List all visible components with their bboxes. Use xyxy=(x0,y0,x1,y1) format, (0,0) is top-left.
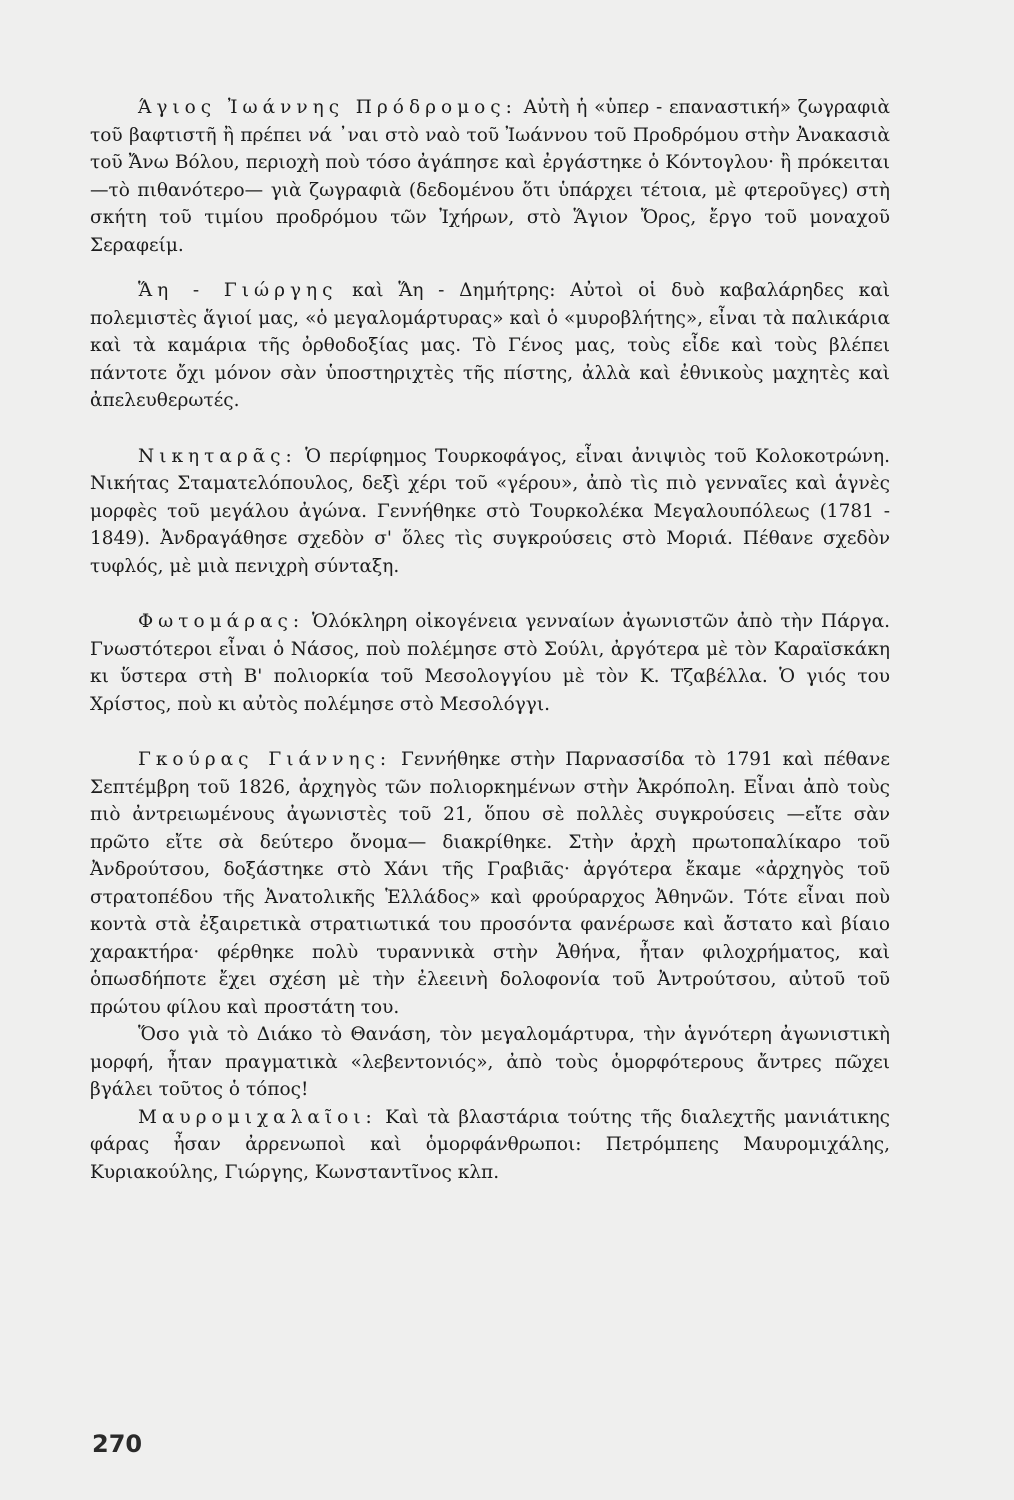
body-text xyxy=(90,94,890,1186)
entry-text: Γεννήθηκε στὴν Παρνασσίδα τὸ 1791 καὶ πέθανε Σεπτέμβρη τοῦ 1826, ἀρχηγὸς τῶν πολιορκημένων στὴν Ἀκρόπολη. Εἶναι ἀπὸ τοὺς πιὸ ἀντρειωμένους ἀγωνιστὲς τοῦ 21, ὅπου σὲ πολλὲς συγκρούσεις —εἴτε σὰν πρῶτο εἴτε σὰ δεύτερο ὄνομα— διακρίθηκε. Στὴν ἀρχὴ πρωτοπαλίκαρο τοῦ Ἀνδρούτσου, δοξάστηκε στὸ Χάνι τῆς Γραβιᾶς· ἀργότερα ἔκαμε «ἀρχηγὸς τοῦ στρατοπέδου τῆς Ἀνατολικῆς Ἑλλάδος» καὶ φρούραρχος Ἀθηνῶν. Τότε εἶναι ποὺ κοντὰ στὰ ἐξαιρετικὰ στρατιωτικά του προσόντα φανέρωσε καὶ ἄστατο καὶ βίαιο χαρακτήρα· φέρθηκε πολὺ τυραννικὰ στὴν Ἀθήνα, ἦταν φιλοχρήματος, καὶ ὁπωσδήποτε ἔχει σχέση μὲ τὴν ἐλεεινὴ δολοφονία τοῦ Ἀντρούτσου, αὐτοῦ τοῦ πρώτου φίλου καὶ προστάτη του. xyxy=(90,749,890,1018)
entry-name: Νικηταρᾶς: xyxy=(138,445,297,467)
paragraph-gkouras xyxy=(90,746,890,1021)
paragraph-diakos xyxy=(90,1021,890,1104)
entry-text: Ὅσο γιὰ τὸ Διάκο τὸ Θανάση, τὸν μεγαλομάρτυρα, τὴν ἁγνότερη ἀγωνιστικὴ μορφή, ἦταν πραγματικὰ «λεβεντονιός», ἀπὸ τοὺς ὁμορφότερους ἄντρες πῶχει βγάλει τοῦτος ὁ τόπος! xyxy=(90,1024,890,1100)
entry-name: Φωτομάρας: xyxy=(138,611,305,632)
paragraph-fotomaras xyxy=(90,608,890,718)
entry-name: Μαυρομιχαλαῖοι: xyxy=(138,1106,377,1128)
entry-text: Ὁ περίφημος Τουρκοφάγος, εἶναι ἀνιψιὸς τοῦ Κολοκοτρώνη. Νικήτας Σταματελόπουλος, δεξὶ χέρι τοῦ «γέρου», ἀπὸ τὶς πιὸ γενναῖες καὶ ἁγνὲς μορφὲς τοῦ μεγάλου ἀγώνα. Γεννήθηκε στὸ Τουρκολέκα Μεγαλουπόλεως (1781 - 1849). Ἀνδραγάθησε σχεδὸν σ' ὅλες τὶς συγκρούσεις στὸ Μοριά. Πέθανε σχεδὸν τυφλός, μὲ μιὰ πενιχρὴ σύνταξη. xyxy=(90,445,890,577)
entry-text: Αὐτὴ ἡ «ὑπερ - επαναστική» ζωγραφιὰ τοῦ βαφτιστῆ ἢ πρέπει νά ᾿ναι στὸ ναὸ τοῦ Ἰωάννου τοῦ Προδρόμου στὴν Ἀνακασιὰ τοῦ Ἄνω Βόλου, περιοχὴ ποὺ τόσο ἀγάπησε καὶ ἐργάστηκε ὁ Κόντογλου· ἢ πρόκειται —τὸ πιθανότερο— γιὰ ζωγραφιὰ (δεδομένου ὅτι ὑπάρχει τέτοια, μὲ φτεροῦγες) στὴ σκήτη τοῦ τιμίου προδρόμου τῶν Ἰχήρων, στὸ Ἅγιον Ὄρος, ἔργο τοῦ μοναχοῦ Σεραφείμ. xyxy=(90,97,891,256)
entry-name: Ἅη - Γιώργης xyxy=(138,280,338,301)
paragraph-mavromichalaioi xyxy=(90,1104,890,1187)
paragraph-nikitaras xyxy=(90,443,890,581)
entry-text: Καὶ τὰ βλαστάρια τούτης τῆς διαλεχτῆς μανιάτικης φάρας ἦσαν ἀρρενωποὶ καὶ ὁμορφάνθρωποι: Πετρόμπεης Μαυρομιχάλης, Κυριακούλης, Γιώργης, Κωνσταντῖνος κλπ. xyxy=(90,1106,890,1183)
entry-text: Ὁλόκληρη οἰκογένεια γενναίων ἀγωνιστῶν ἀπὸ τὴν Πάργα. Γνωστότεροι εἶναι ὁ Νάσος, ποὺ πολέμησε στὸ Σούλι, ἀργότερα μὲ τὸν Καραϊσκάκη κι ὕστερα στὴ Β' πολιορκία τοῦ Μεσολογγίου μὲ τὸν Κ. Τζαβέλλα. Ὁ γιός του Χρίστος, ποὺ κι αὐτὸς πολέμησε στὸ Μεσολόγγι. xyxy=(90,611,890,715)
paragraph-agioi-georgios-dimitrios xyxy=(90,277,890,415)
entry-name: Άγιος Ἰωάννης Πρόδρομος: xyxy=(138,97,517,118)
page-number: 270 xyxy=(92,1430,143,1458)
entry-name: Γκούρας Γιάννης: xyxy=(138,749,392,770)
paragraph-agios-ioannis xyxy=(90,94,890,259)
entry-text: καὶ Ἅη - Δημήτρης: Αὐτοὶ οἱ δυὸ καβαλάρηδες καὶ πολεμιστὲς ἅγιοί μας, «ὁ μεγαλομάρτυρας» καὶ ὁ «μυροβλήτης», εἶναι τὰ παλικάρια καὶ τὰ καμάρια τῆς ὀρθοδοξίας μας. Τὸ Γένος μας, τοὺς εἶδε καὶ τοὺς βλέπει πάντοτε ὄχι μόνον σὰν ὑποστηριχτὲς τῆς πίστης, ἀλλὰ καὶ ἐθνικοὺς μαχητὲς καὶ ἀπελευθερωτές. xyxy=(90,280,890,411)
